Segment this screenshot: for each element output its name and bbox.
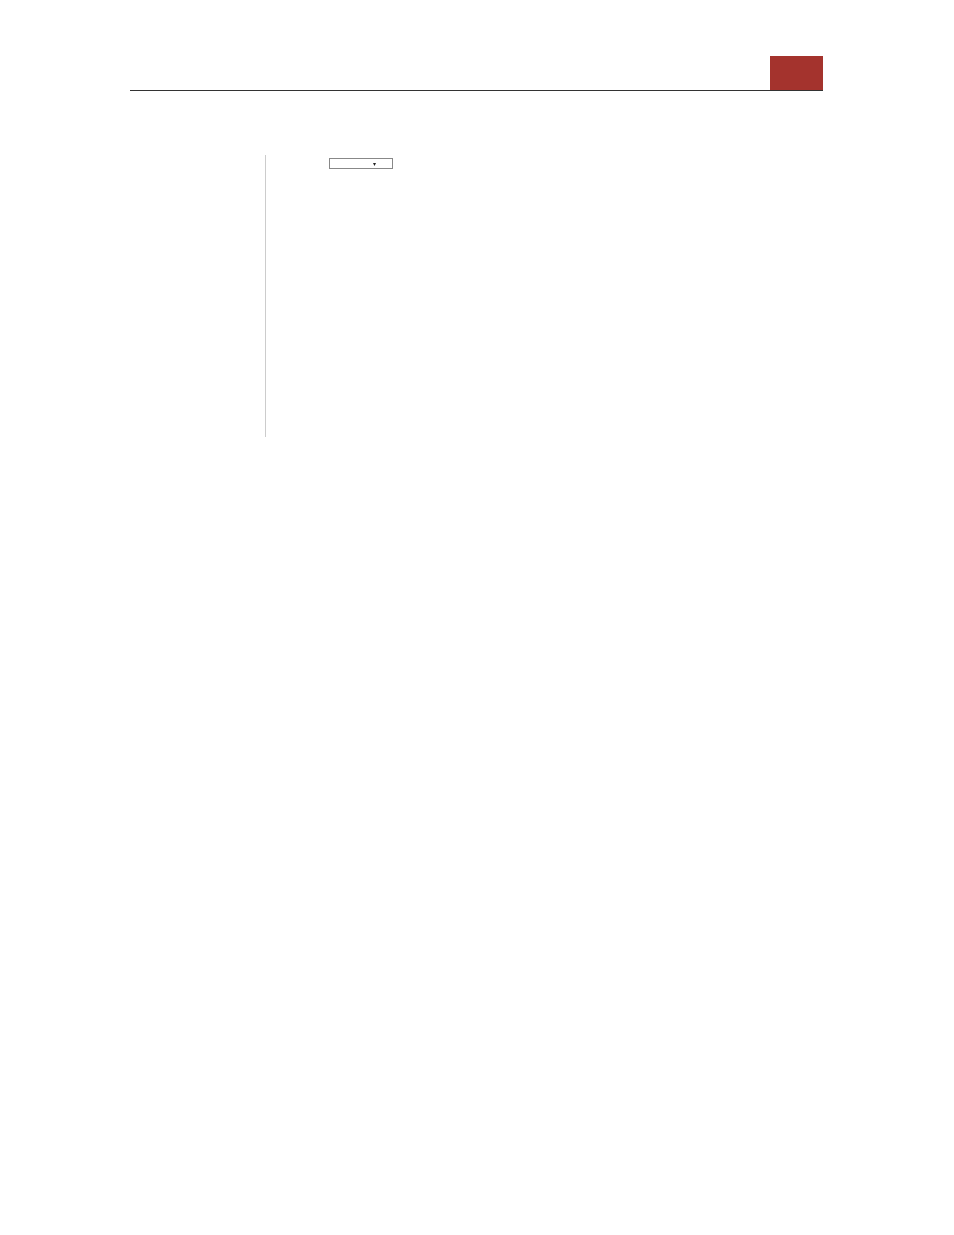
google-map-setting-screenshot <box>140 155 795 437</box>
header-rule <box>130 90 823 91</box>
map-toolbar <box>268 155 795 171</box>
nav-divider <box>265 155 266 437</box>
channel-dropdown-icon[interactable]: ▾ <box>373 162 377 168</box>
channel-select[interactable] <box>329 158 393 169</box>
page-number-badge <box>770 56 823 90</box>
